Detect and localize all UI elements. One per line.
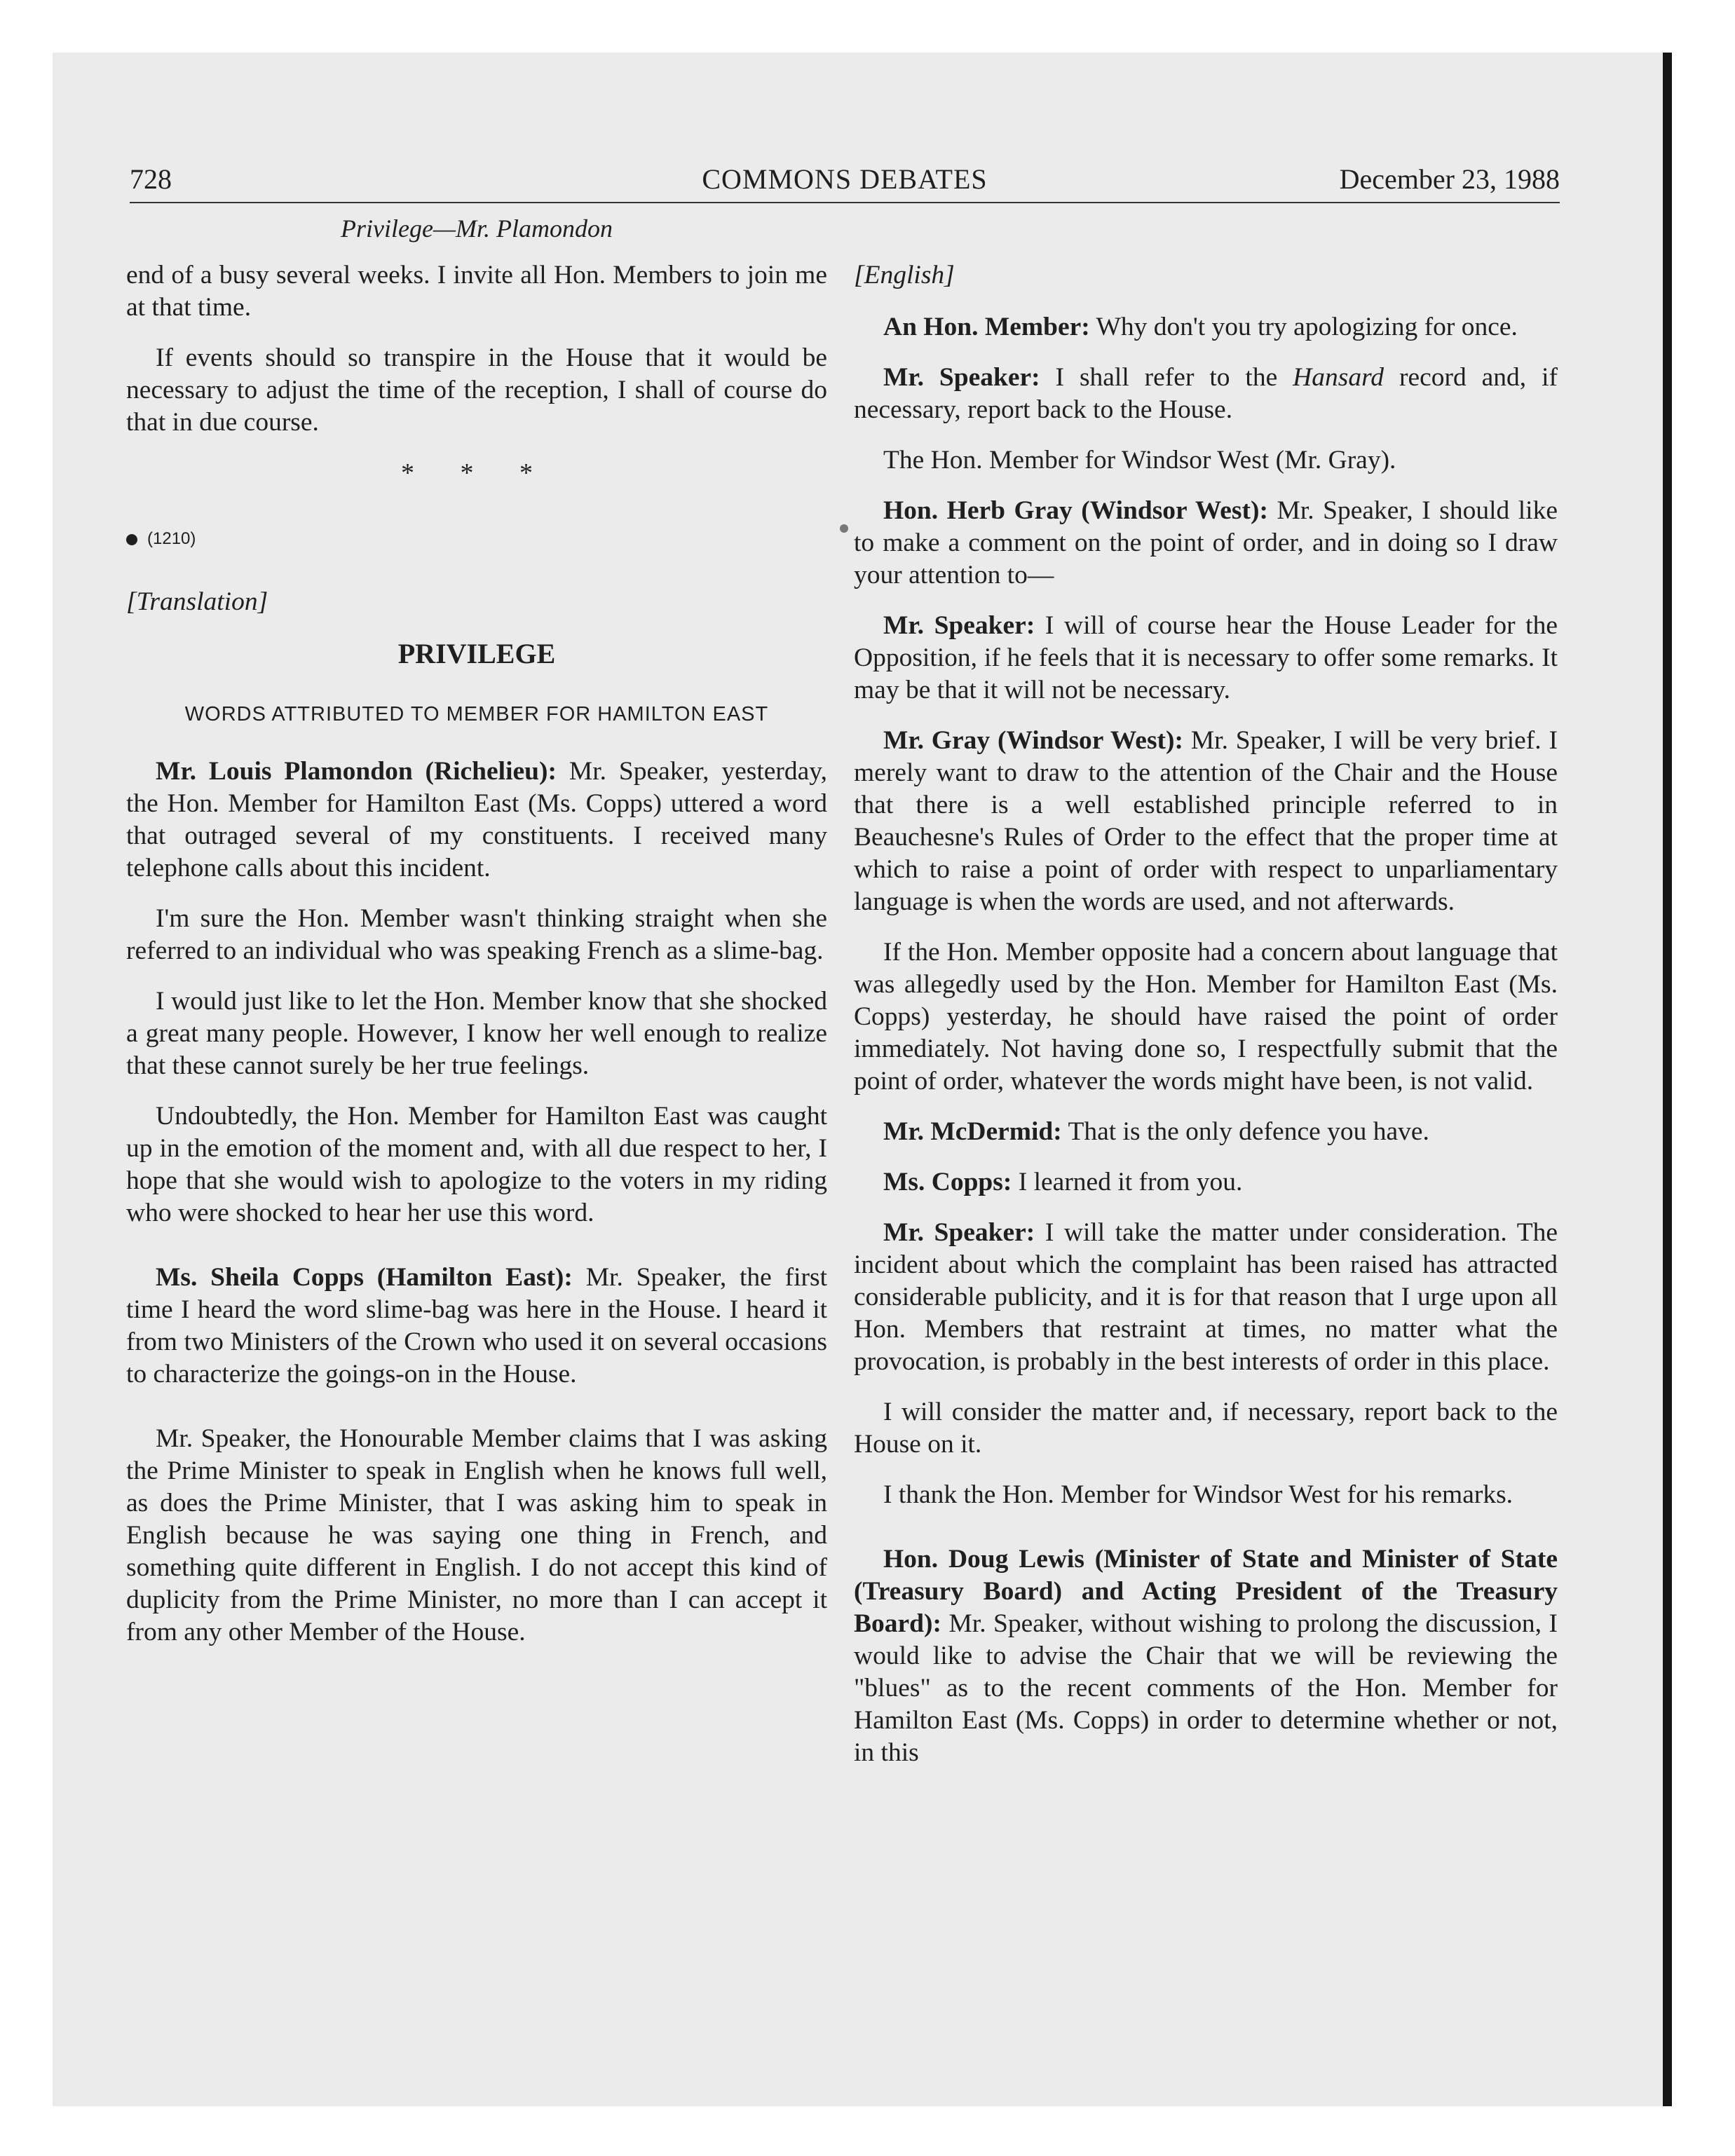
speech-italic-text: Hansard [1293, 363, 1384, 392]
speaker-name: Mr. Speaker: [883, 1218, 1035, 1247]
margin-dot-icon [840, 524, 848, 533]
right-column [854, 259, 1558, 1787]
speech-paragraph [126, 756, 827, 885]
speech-paragraph [854, 725, 1558, 918]
speech-paragraph [854, 1116, 1558, 1148]
timestamp-marker [126, 523, 827, 551]
speaker-name: Mr. Speaker: [883, 611, 1035, 640]
speaker-name: Hon. Doug Lewis (Minister of State and Minister of State (Treasury Board) and Acting President of the Treasury Board): [854, 1545, 1558, 1638]
scan-edge-shadow [1663, 53, 1672, 2106]
running-head: Privilege—Mr. Plamondon [341, 214, 613, 243]
speaker-name: Mr. Speaker: [883, 363, 1040, 392]
publication-date: December 23, 1988 [1339, 163, 1560, 195]
speech-paragraph [854, 495, 1558, 592]
speaker-name: Ms. Sheila Copps (Hamilton East): [156, 1263, 573, 1292]
speech-text: Mr. Speaker, the first time I heard the word slime-bag was here in the House. I heard it from two Ministers of the Crown who used it on several occasions to characterize the goings-on in the House. [126, 1263, 827, 1389]
speech-paragraph [854, 1166, 1558, 1199]
speech-paragraph [854, 362, 1558, 426]
speech-text: Why don't you try apologizing for once. [1089, 313, 1518, 341]
speech-text: record and, if necessary, report back to the House. [854, 363, 1558, 424]
speech-text: Mr. Speaker, I should like to make a comment on the point of order, and in doing so I draw your attention to— [854, 496, 1558, 589]
english-label: [English] [854, 261, 955, 289]
section-subtitle: WORDS ATTRIBUTED TO MEMBER FOR HAMILTON EAST [184, 703, 769, 725]
paragraph: If the Hon. Member opposite had a concern about language that was allegedly used by the Hon. Member for Hamilton East (Ms. Copps) yesterday, he should have raised the point of order immediately. Not having done so, I respectfully submit that the point of order, whatever the words might have been, is not valid. [854, 938, 1558, 1096]
speaker-name: Mr. McDermid: [883, 1117, 1062, 1146]
speech-text: I shall refer to the [1040, 363, 1293, 392]
speech-text: Mr. Speaker, without wishing to prolong the discussion, I would like to advise the Chair that we will be reviewing the "blues" as to the recent comments of the Hon. Member for Hamilton East (Ms. Copps) in order to determine whether or not, in this [854, 1609, 1558, 1767]
speech-text: Mr. Speaker, yesterday, the Hon. Member for Hamilton East (Ms. Copps) uttered a word that outraged several of my constituents. I received many telephone calls about this incident. [126, 757, 827, 882]
publication-title: COMMONS DEBATES [702, 163, 988, 195]
speaker-name: Mr. Gray (Windsor West): [883, 726, 1183, 755]
speech-paragraph [854, 1217, 1558, 1378]
speaker-name: Mr. Louis Plamondon (Richelieu): [156, 757, 557, 786]
speaker-name: Hon. Herb Gray (Windsor West): [883, 496, 1268, 525]
speech-paragraph [854, 1543, 1558, 1769]
speech-text: I will take the matter under consideration. The incident about which the complaint has been raised has attracted considerable publicity, and it is for that reason that I urge upon all Hon. Members that restraint at times, no matter what the provocation, is probably in the best interests of order in this place. [854, 1218, 1558, 1376]
paragraph: I will consider the matter and, if necessary, report back to the House on it. [854, 1398, 1558, 1459]
paragraph: If events should so transpire in the House that it would be necessary to adjust the time of the reception, I shall of course do that in due course. [126, 343, 827, 437]
speaker-name: Ms. Copps: [883, 1168, 1012, 1196]
section-separator: * * * [401, 458, 552, 488]
speech-text: That is the only defence you have. [1061, 1117, 1429, 1146]
speech-text: I will of course hear the House Leader for the Opposition, if he feels that it is necessary to offer some remarks. It may be that it will not be necessary. [854, 611, 1558, 704]
paragraph: Undoubtedly, the Hon. Member for Hamilton East was caught up in the emotion of the moment and, with all due respect to her, I hope that she would wish to apologize to the voters in my riding who were shocked to hear her use this word. [126, 1102, 827, 1227]
speech-paragraph [854, 610, 1558, 707]
speech-paragraph [854, 311, 1558, 343]
translation-label: [Translation] [126, 587, 268, 616]
page-header [130, 163, 1560, 203]
paragraph: I would just like to let the Hon. Member know that she shocked a great many people. However, I know her well enough to realize that these cannot surely be her true feelings. [126, 987, 827, 1080]
paragraph: I'm sure the Hon. Member wasn't thinking straight when she referred to an individual who was speaking French as a slime-bag. [126, 904, 827, 965]
speech-text: Mr. Speaker, I will be very brief. I merely want to draw to the attention of the Chair and the House that there is a well established principle referred to in Beauchesne's Rules of Order to the effect that the proper time at which to raise a point of order with respect to unparliamentary language is when the words are used, and not afterwards. [854, 726, 1558, 916]
speech-paragraph [126, 1262, 827, 1391]
section-title: PRIVILEGE [397, 638, 556, 669]
speech-text: I learned it from you. [1012, 1168, 1243, 1196]
left-column [126, 259, 827, 1667]
paragraph: The Hon. Member for Windsor West (Mr. Gray). [883, 446, 1396, 475]
paragraph: I thank the Hon. Member for Windsor West for his remarks. [883, 1480, 1513, 1509]
paragraph: Mr. Speaker, the Honourable Member claims that I was asking the Prime Minister to speak in English when he knows full well, as does the Prime Minister, that I was asking him to speak in English because he was saying one thing in French, and something quite different in English. I do not accept this kind of duplicity from the Prime Minister, no more than I can accept it from any other Member of the House. [126, 1424, 827, 1646]
bullet-icon [126, 534, 137, 545]
speaker-name: An Hon. Member: [883, 313, 1090, 341]
paragraph: end of a busy several weeks. I invite all Hon. Members to join me at that time. [126, 261, 827, 322]
page-number: 728 [130, 163, 172, 195]
timestamp-text: (1210) [147, 529, 196, 548]
